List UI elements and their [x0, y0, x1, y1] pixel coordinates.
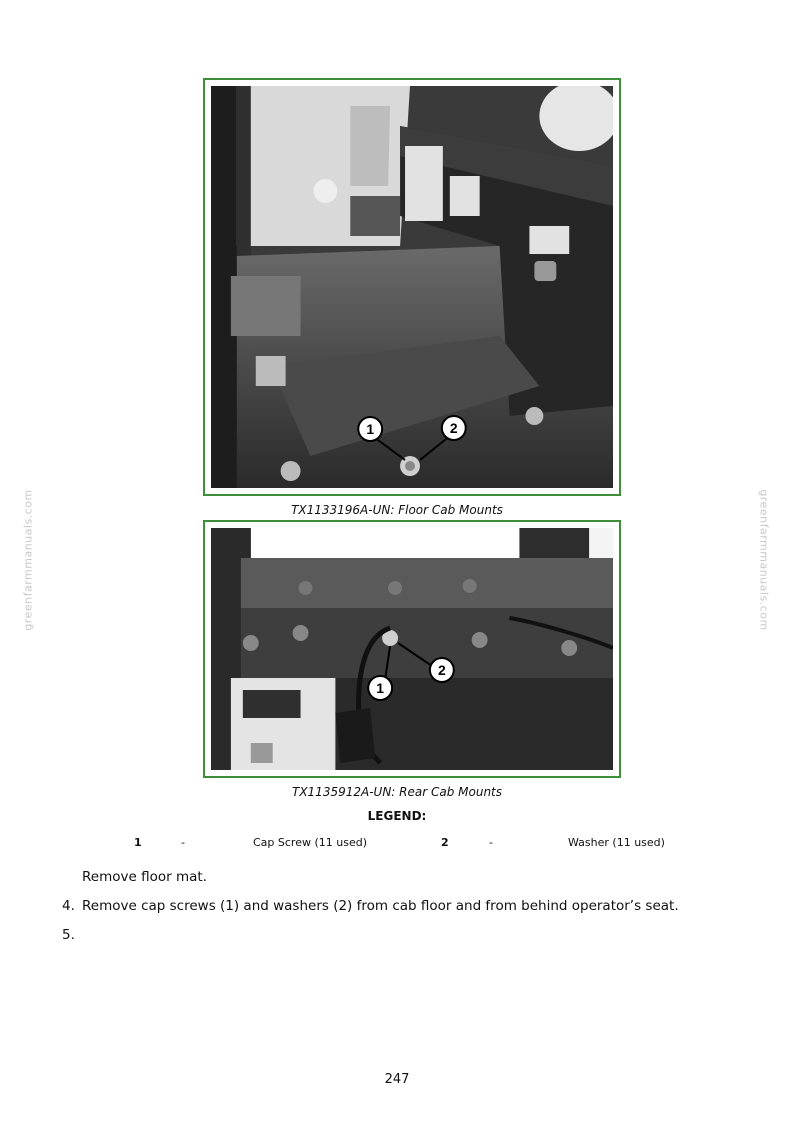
- callout-1: [368, 676, 392, 700]
- step-4-number: 4.: [62, 898, 75, 914]
- legend-item-2-description: Washer (11 used): [568, 836, 665, 849]
- figure-caption-rear: TX1135912A-UN: Rear Cab Mounts: [292, 785, 502, 799]
- legend-item-1-dash: -: [181, 836, 185, 849]
- svg-text:1: 1: [376, 679, 385, 697]
- step-4-text: Remove cap screws (1) and washers (2) from cab floor and from behind operator’s seat.: [82, 898, 679, 914]
- legend-title: LEGEND:: [367, 809, 427, 823]
- rear-cab-mounts-photo: [211, 528, 613, 770]
- step-5-number: 5.: [62, 927, 75, 943]
- watermark-left: greenfarmmanuals.com: [21, 489, 35, 631]
- figure-caption-floor: TX1133196A-UN: Floor Cab Mounts: [291, 503, 503, 517]
- page-number: 247: [384, 1072, 410, 1087]
- legend-item-2-number: 2: [441, 836, 449, 849]
- svg-text:1: 1: [366, 420, 375, 438]
- callout-1: [358, 417, 382, 441]
- figure-rear-cab-mounts: [203, 520, 621, 778]
- step-remove-floor-mat: Remove floor mat.: [82, 869, 207, 885]
- figure-floor-cab-mounts: [203, 78, 621, 496]
- callout-2: [430, 658, 454, 682]
- legend-item-1-number: 1: [134, 836, 142, 849]
- watermark-right: greenfarmmanuals.com: [757, 489, 771, 631]
- svg-text:2: 2: [449, 419, 458, 437]
- floor-cab-mounts-photo: [211, 86, 613, 488]
- legend-item-1-description: Cap Screw (11 used): [253, 836, 368, 849]
- callout-2: [442, 416, 466, 440]
- legend-item-2-dash: -: [489, 836, 493, 849]
- svg-text:2: 2: [437, 661, 446, 679]
